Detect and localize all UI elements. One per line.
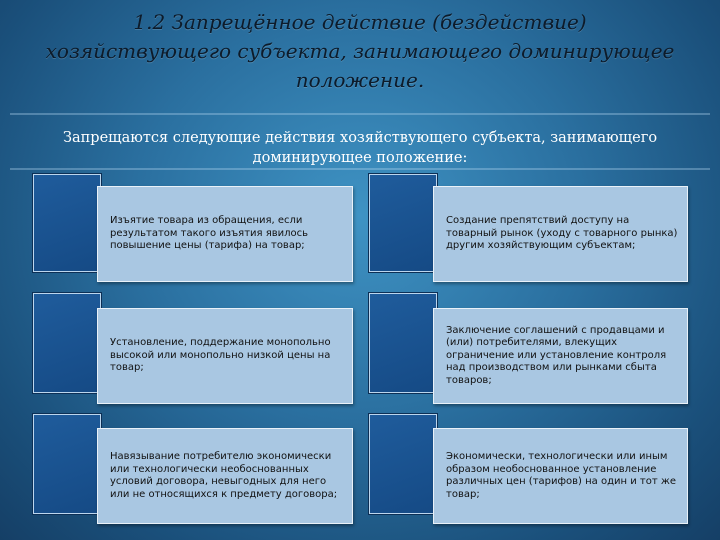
item-marker-6 [369,414,437,514]
item-text-1: Изъятие товара из обращения, если результатом такого изъятия явилось повышение цены (тарифа) на товар; [110,215,309,252]
item-text-4: Заключение соглашений с продавцами и (или) потребителями, влекущих ограничение или установление контроля над производством или рынками сбыта товаров; [446,324,667,386]
title-line-1: 1.2 Запрещённое действие (бездействие) [133,10,587,34]
item-card-6 [433,428,688,524]
item-card-3 [97,308,353,404]
item-marker-3 [33,293,101,393]
top-divider [10,113,710,115]
item-text-2: Создание препятствий доступу на товарный рынок (уходу с товарного рынка) другим хозяйствующим субъектам; [446,215,678,252]
item-card-4 [433,308,688,404]
item-marker-1 [33,174,101,272]
item-marker-5 [33,414,101,514]
intro-line-1: Запрещаются следующие действия хозяйствующего субъекта, занимающего [62,130,658,146]
item-card-2 [433,186,688,282]
slide-title [20,8,700,95]
intro-line-2: доминирующее положение: [252,150,468,166]
title-line-3: положение. [295,68,425,92]
item-card-5 [97,428,353,524]
item-card-1 [97,186,353,282]
intro-text [10,128,710,168]
item-text-3: Установление, поддержание монопольно высокой или монопольно низкой цены на товар; [110,337,331,374]
item-text-6: Экономически, технологически или иным образом необоснованное установление различных цен (тарифов) на один и тот же товар; [446,451,677,500]
item-text-5: Навязывание потребителю экономически или технологически необоснованных условий договора, невыгодных для него или не относящихся к предмету договора; [110,451,338,500]
item-marker-4 [369,293,437,393]
title-line-2: хозяйствующего субъекта, занимающего доминирующее [45,39,675,63]
item-marker-2 [369,174,437,272]
intro-divider [10,168,710,170]
